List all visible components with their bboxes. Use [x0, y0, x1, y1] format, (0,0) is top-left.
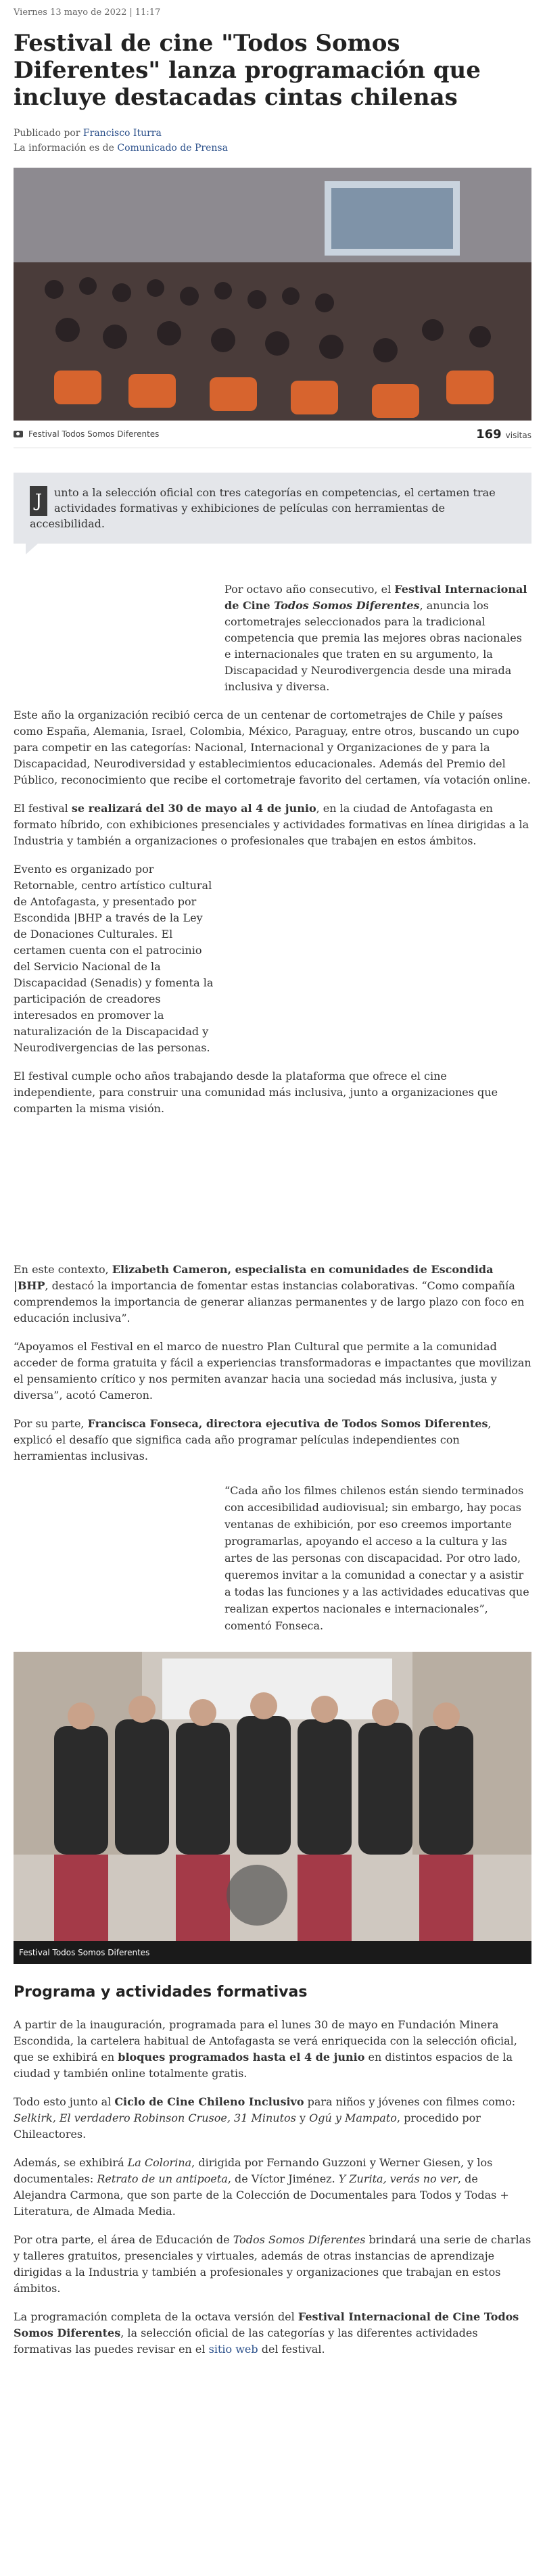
- paragraph-5: El festival cumple ocho años trabajando desde la plataforma que ofrece el cine independiente, para construir una comunidad más inclusiva, junto a organizaciones que comparten la misma visión.: [14, 1070, 498, 1115]
- drop-cap: J: [30, 486, 47, 516]
- article: [14, 0, 531, 2358]
- view-counter: [476, 427, 531, 442]
- website-link[interactable]: sitio web: [208, 2343, 258, 2356]
- paragraph-9: A partir de la inauguración, programada para el lunes 30 de mayo en Fundación Minera Escondida, la cartelera habitual de Antofagasta se verá enriquecida con la selección oficial, que se exhibirá en bloques programados hasta el 4 de junio en distintos espacios de la ciudad y también online totalmente gratis.: [14, 2018, 517, 2080]
- dateline: Viernes 13 mayo de 2022 | 11:17: [14, 7, 161, 18]
- lead-photo: [14, 168, 531, 421]
- group-photo-caption: Festival Todos Somos Diferentes: [14, 1941, 531, 1964]
- paragraph-3: El festival se realizará del 30 de mayo al 4 de junio, en la ciudad de Antofagasta en formato híbrido, con exhibiciones presenciales y actividades formativas en línea dirigidas a la Industria y también a organizaciones o profesionales que trabajen en estos ámbitos.: [14, 802, 529, 847]
- camera-icon: [14, 431, 23, 437]
- section-heading: Programa y actividades formativas: [14, 1984, 308, 2001]
- paragraph-10: Todo esto junto al Ciclo de Cine Chileno Inclusivo para niños y jóvenes con filmes como: Selkirk, El verdadero Robinson Crusoe, 31 Minutos y Ogú y Mampato, procedido por Chileactores.: [14, 2095, 516, 2141]
- date: Viernes 13 mayo de 2022: [14, 7, 127, 18]
- paragraph-1: Por octavo año consecutivo, el Festival Internacional de Cine Todos Somos Diferentes, anuncia los cortometrajes seleccionados para la tradicional competencia que premia las mejores obras nacionales e internacionales que traten en su argumento, la Discapacidad y Neurodivergencia desde una mirada inclusiva y diversa.: [224, 583, 527, 693]
- ad-space: [14, 1129, 531, 1262]
- callout-text: unto a la selección oficial con tres categorías en competencias, el certamen trae actividades formativas y exhibiciones de películas con herramientas de accesibilidad.: [30, 486, 496, 530]
- published-prefix: Publicado por: [14, 128, 80, 139]
- paragraph-2: Este año la organización recibió cerca de un centenar de cortometrajes de Chile y países como España, Alemania, Israel, Colombia, México, Paraguay, entre otros, buscando un cupo para competir en las categorías: Nacional, Internacional y Organizaciones de y para la Discapacidad, Neurodiversidad y establecimientos educacionales. Además del Premio del Público, reconocimiento que recibe el cortometraje favorito del certamen, vía votación online.: [14, 709, 531, 786]
- view-count: 169: [476, 427, 502, 442]
- group-photo-illustration: [14, 1652, 531, 1964]
- source-link[interactable]: Comunicado de Prensa: [117, 143, 228, 153]
- paragraph-12: Por otra parte, el área de Educación de Todos Somos Diferentes brindará una serie de charlas y talleres gratuitos, presenciales y virtuales, además de otras instancias de aprendizaje dirigidas a la Industria y también a profesionales y organizaciones que trabajan en estos ámbitos.: [14, 2233, 531, 2295]
- time: 11:17: [135, 7, 161, 18]
- audience-screening-illustration: [14, 168, 531, 421]
- article-title: Festival de cine "Todos Somos Diferentes" lanza programación que incluye destacadas cintas chilenas: [14, 30, 481, 111]
- paragraph-11: Además, se exhibirá La Colorina, dirigida por Fernando Guzzoni y Werner Giesen, y los documentales: Retrato de un antipoeta, de Víctor Jiménez. Y Zurita, verás no ver, de Alejandra Carmona, que son parte de la Colección de Documentales para Todos y Todas + Literatura, de Almada Media.: [14, 2156, 509, 2218]
- paragraph-13: La programación completa de la octava versión del Festival Internacional de Cine Todos Somos Diferentes, la selección oficial de las categorías y las diferentes actividades formativas las puedes revisar en el sitio web del festival.: [14, 2310, 519, 2356]
- group-photo: [14, 1652, 531, 1964]
- paragraph-4: Evento es organizado por Retornable, centro artístico cultural de Antofagasta, y presentado por Escondida |BHP a través de la Ley de Donaciones Culturales. El certamen cuenta con el patrocinio del Servicio Nacional de la Discapacidad (Senadis) y fomenta la participación de creadores interesados en promover la naturalización de la Discapacidad y Neurodivergencias de las personas.: [14, 863, 214, 1054]
- lead-callout: [14, 473, 531, 544]
- paragraph-8: Por su parte, Francisca Fonseca, directora ejecutiva de Todos Somos Diferentes, explicó el desafío que significa cada año programar películas independientes con herramientas inclusivas.: [14, 1417, 492, 1462]
- author-link[interactable]: Francisco Iturra: [82, 128, 162, 139]
- paragraph-6: En este contexto, Elizabeth Cameron, especialista en comunidades de Escondida |BHP, destacó la importancia de fomentar estas instancias colaborativas. “Como compañía comprendemos la importancia de generar alianzas permanentes y de largo plazo con foco en educación inclusiva”.: [14, 1263, 525, 1325]
- view-label: visitas: [505, 430, 531, 440]
- info-prefix: La información es de: [14, 143, 114, 153]
- photo-caption: Festival Todos Somos Diferentes: [28, 429, 160, 439]
- paragraph-7: “Apoyamos el Festival en el marco de nuestro Plan Cultural que permite a la comunidad acceder de forma gratuita y fácil a experiencias transformadoras e impactantes que movilizan el pensamiento crítico y nos permiten avanzar hacia una sociedad más inclusiva, justa y diversa”, acotó Cameron.: [14, 1340, 531, 1402]
- pull-quote: “Cada año los filmes chilenos están siendo terminados con accesibilidad audiovisual; sin embargo, hay pocas ventanas de exhibición, por eso creemos importante programarlas, apoyando el acceso a la cultura y las artes de las personas con discapacidad. Por otro lado, queremos invitar a la comunidad a conectar y a asistir a todas las funciones y a las actividades educativas que realizan expertos nacionales e internacionales”, comentó Fonseca.: [224, 1484, 529, 1632]
- photo-caption-bar: [14, 421, 531, 448]
- article-meta: [14, 126, 531, 156]
